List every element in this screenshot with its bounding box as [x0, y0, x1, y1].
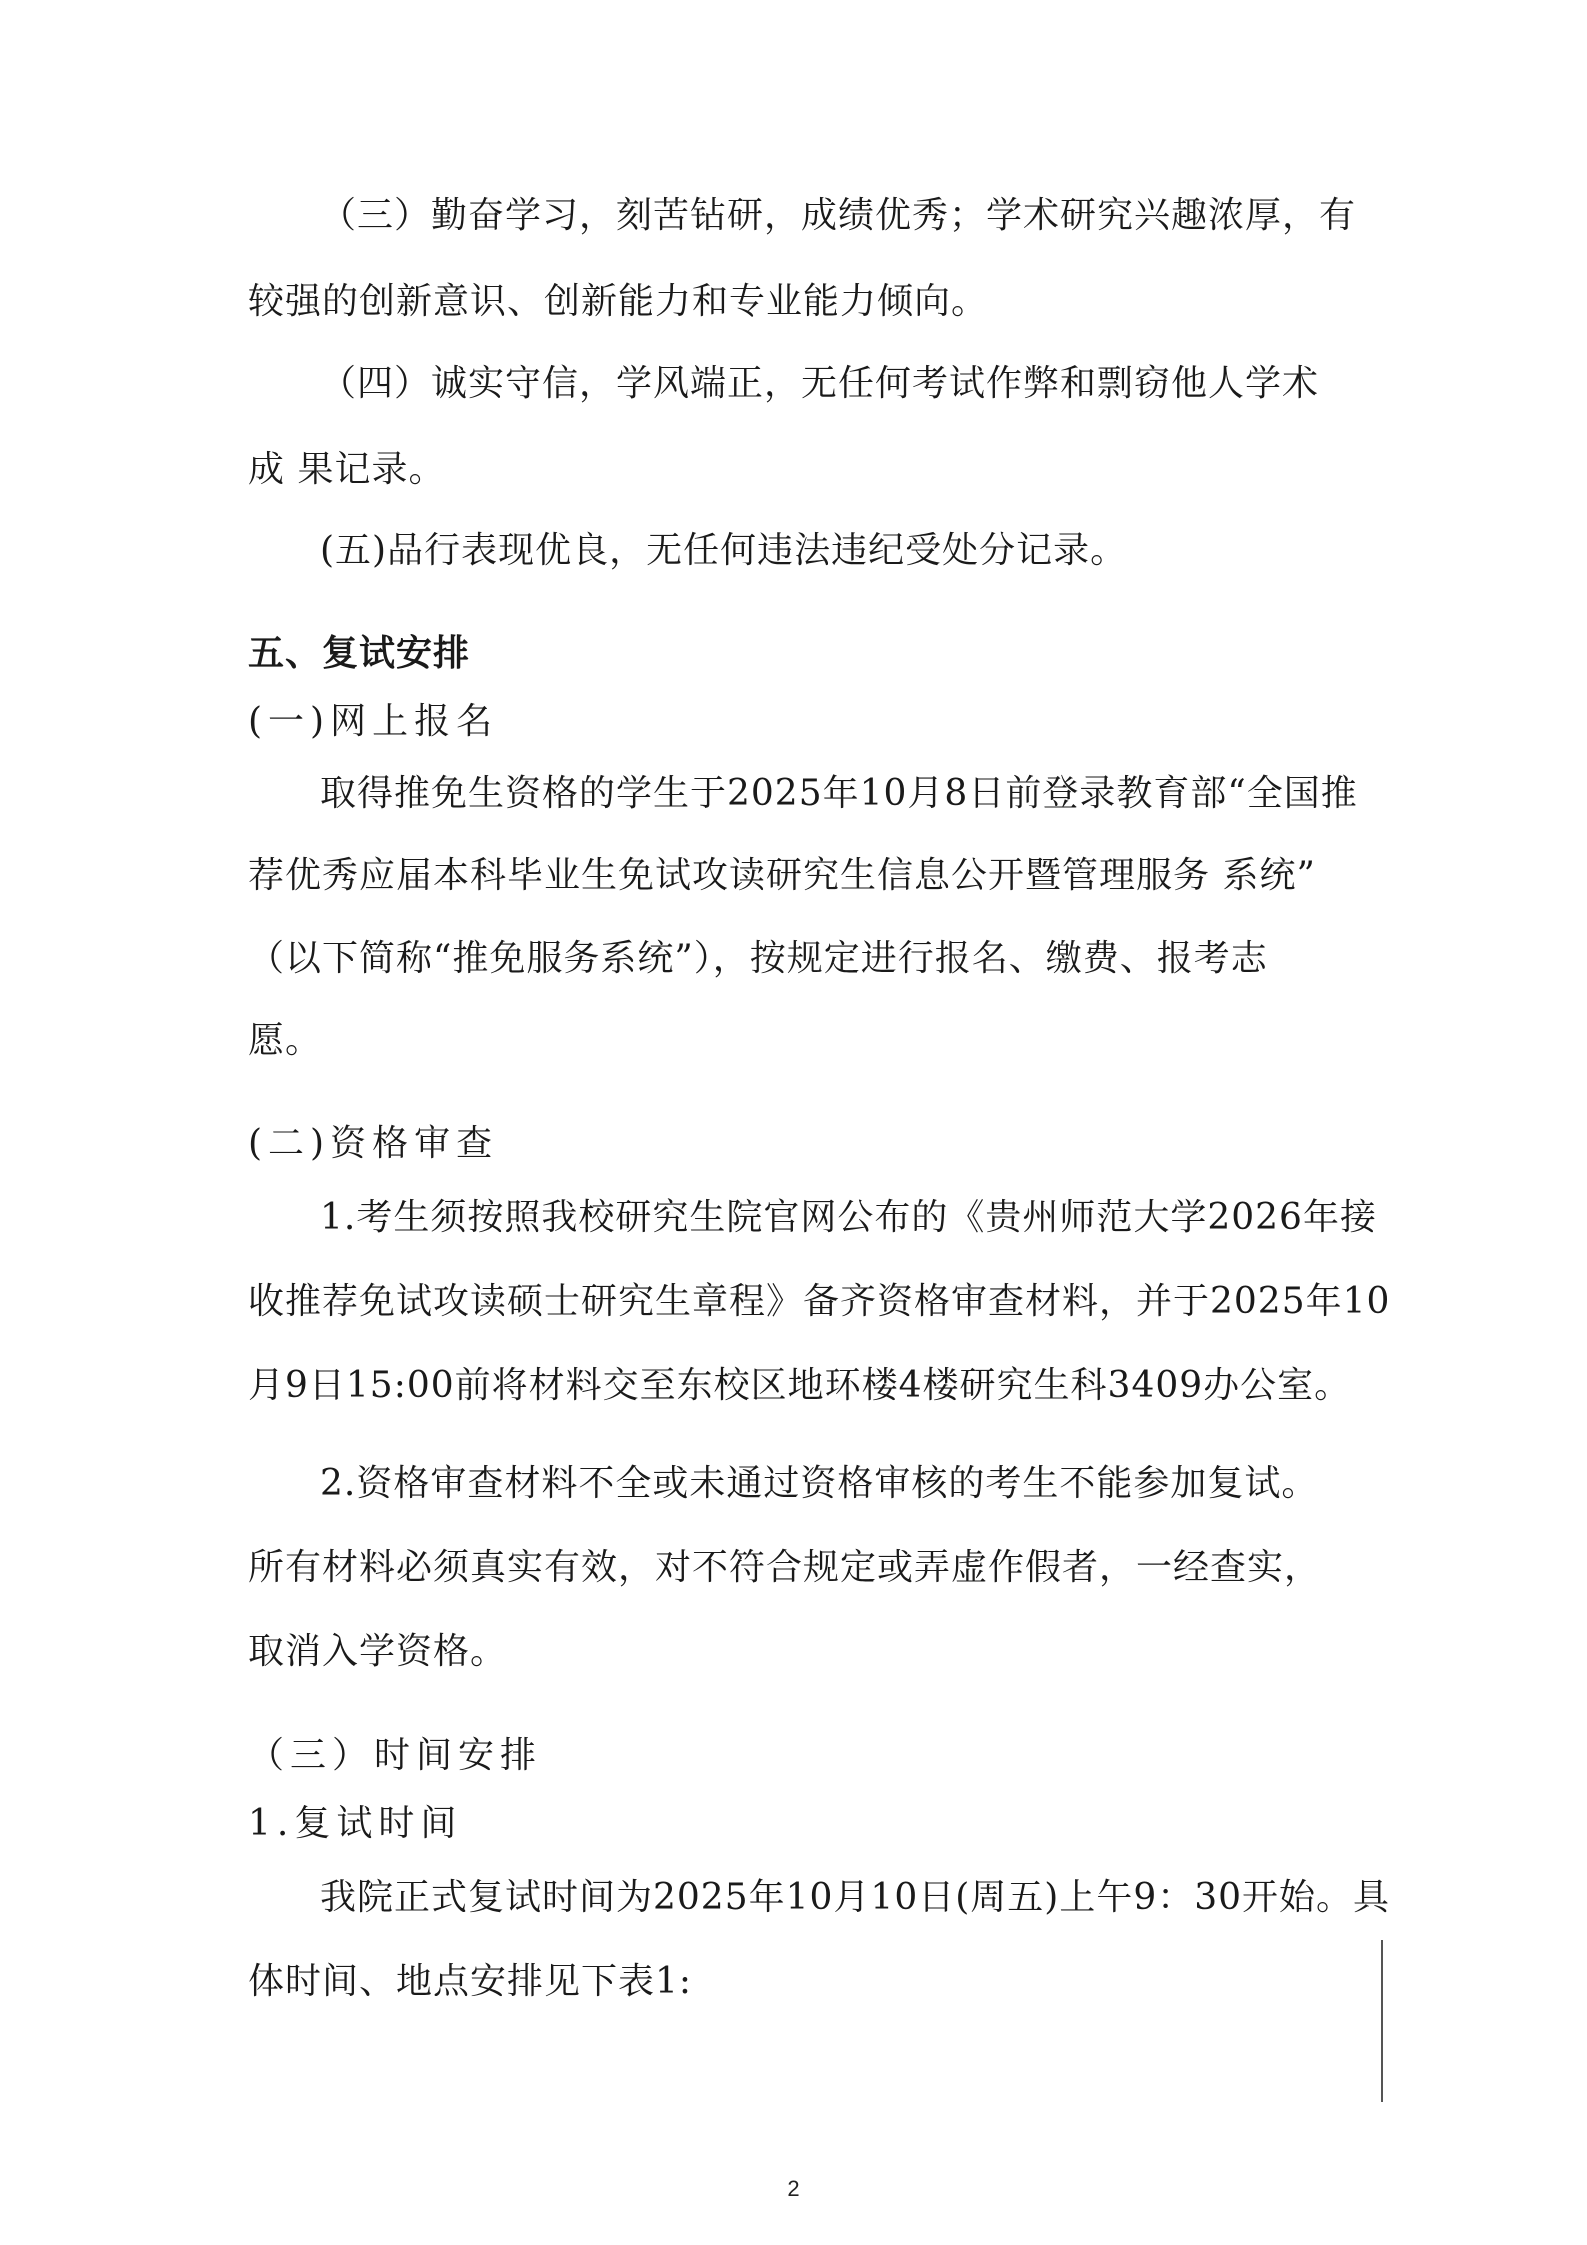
- review-item-1-line-3: 月9日15:00前将材料交至东校区地环楼4楼研究生科3409办公室。: [248, 1365, 1352, 1406]
- online-registration-line-4: 愿。: [248, 1020, 323, 1061]
- review-item-1-line-2: 收推荐免试攻读硕士研究生章程》备齐资格审查材料，并于2025年10: [248, 1281, 1391, 1322]
- criteria-item-5: (五)品行表现优良，无任何违法违纪受处分记录。: [320, 530, 1128, 571]
- criteria-item-3-line-1: （三）勤奋学习，刻苦钻研，成绩优秀；学术研究兴趣浓厚，有: [320, 195, 1357, 236]
- section-5-heading: 五、复试安排: [248, 633, 471, 674]
- criteria-item-3-line-2: 较强的创新意识、创新能力和专业能力倾向。: [248, 281, 989, 322]
- review-item-1-line-1: 1.考生须按照我校研究生院官网公布的《贵州师范大学2026年接: [320, 1197, 1377, 1238]
- review-item-2-line-1: 2.资格审查材料不全或未通过资格审核的考生不能参加复试。: [320, 1463, 1319, 1504]
- review-item-2-line-2: 所有材料必须真实有效，对不符合规定或弄虚作假者，一经查实，: [248, 1547, 1322, 1588]
- online-registration-line-1: 取得推免生资格的学生于2025年10月8日前登录教育部“全国推: [320, 773, 1358, 814]
- online-registration-title: (一)网上报名: [248, 701, 499, 742]
- schedule-title: （三）时间安排: [248, 1735, 543, 1776]
- review-item-2-line-3: 取消入学资格。: [248, 1631, 508, 1672]
- page-number: 2: [787, 2176, 800, 2201]
- qualification-review-title: (二)资格审查: [248, 1123, 499, 1164]
- online-registration-line-3: （以下简称“推免服务系统”），按规定进行报名、缴费、报考志: [248, 938, 1268, 979]
- interview-time-line-1: 我院正式复试时间为2025年10月10日(周五)上午9：30开始。具: [320, 1877, 1391, 1918]
- margin-rule: [1381, 1940, 1383, 2102]
- interview-time-subtitle: 1.复试时间: [248, 1803, 463, 1844]
- interview-time-line-2: 体时间、地点安排见下表1:: [248, 1961, 693, 2002]
- criteria-item-4-line-2: 成 果记录。: [248, 449, 446, 490]
- online-registration-line-2: 荐优秀应届本科毕业生免试攻读研究生信息公开暨管理服务 系统”: [248, 855, 1316, 896]
- criteria-item-4-line-1: （四）诚实守信，学风端正，无任何考试作弊和剽窃他人学术: [320, 363, 1320, 404]
